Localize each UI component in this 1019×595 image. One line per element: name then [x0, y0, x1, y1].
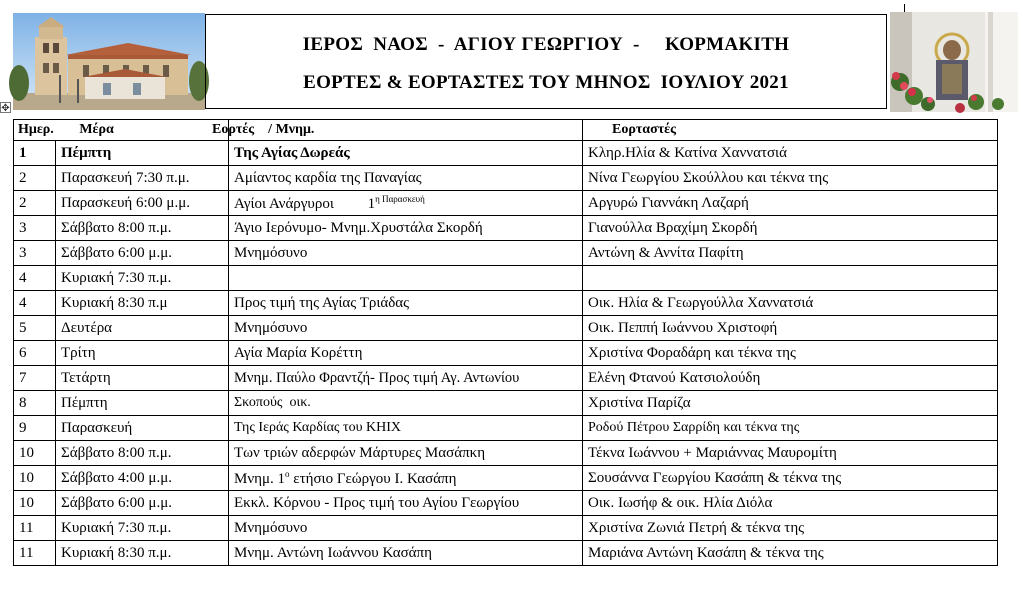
table-row: [14, 341, 998, 366]
cell-weekday: Παρασκευή 7:30 π.μ.: [56, 166, 229, 191]
feast-schedule-table: [13, 119, 998, 566]
table-row: [14, 266, 998, 291]
cell-celebrants: Αντώνη & Αννίτα Παφίτη: [583, 241, 998, 266]
cell-feast: Μνημ. Παύλο Φραντζή- Προς τιμή Αγ. Αντωνίου: [229, 366, 583, 391]
cell-celebrants: Οικ. Ηλία & Γεωργούλλα Χαννατσιά: [583, 291, 998, 316]
cell-day: 9: [14, 416, 56, 441]
cell-day: 6: [14, 341, 56, 366]
table-row: [14, 491, 998, 516]
cell-feast-post: ετήσιο Γεώργου Ι. Κασάπη: [289, 470, 457, 487]
cell-feast-note-sup: η Παρασκευή: [375, 193, 425, 204]
cell-weekday: Τρίτη: [56, 341, 229, 366]
cell-feast: Αγία Μαρία Κορέττη: [229, 341, 583, 366]
cell-weekday: Σάββατο 6:00 μ.μ.: [56, 241, 229, 266]
cell-day: 5: [14, 316, 56, 341]
cell-weekday: Σάββατο 8:00 π.μ.: [56, 216, 229, 241]
table-row: [14, 216, 998, 241]
cell-celebrants: Μαριάνα Αντώνη Κασάπη & τέκνα της: [583, 541, 998, 566]
table-row: [14, 366, 998, 391]
cell-day: 10: [14, 441, 56, 466]
saint-photo: [890, 12, 1018, 112]
cell-feast: Σκοπούς οικ.: [229, 391, 583, 416]
cell-day: 8: [14, 391, 56, 416]
header-celebrants: [583, 120, 998, 141]
cell-day: 10: [14, 491, 56, 516]
header-feast: [212, 120, 583, 141]
table-row: [14, 416, 998, 441]
cell-day: 2: [14, 166, 56, 191]
cell-weekday: Σάββατο 8:00 π.μ.: [56, 441, 229, 466]
header-weekday: Μέρα: [79, 122, 114, 137]
cell-celebrants: Χριστίνα Ζωνιά Πετρή & τέκνα της: [583, 516, 998, 541]
cell-feast-text: Αγίοι Ανάργυροι: [234, 195, 334, 212]
cell-weekday: Δευτέρα: [56, 316, 229, 341]
table-move-handle-icon[interactable]: ✥: [1, 103, 10, 114]
cell-day: 2: [14, 191, 56, 216]
cell-weekday: Σάββατο 6:00 μ.μ.: [56, 491, 229, 516]
cell-celebrants: Οικ. Πεππή Ιωάννου Χριστοφή: [583, 316, 998, 341]
cell-weekday: Κυριακή 7:30 π.μ.: [56, 516, 229, 541]
table-row: [14, 391, 998, 416]
month-title: ΕΟΡΤΕΣ & ΕΟΡΤΑΣΤΕΣ ΤΟΥ ΜΗΝΟΣ ΙΟΥΛΙΟΥ 2021: [303, 72, 789, 93]
cell-weekday: Παρασκευή: [56, 416, 229, 441]
table-row: [14, 441, 998, 466]
cell-feast: Αμίαντος καρδία της Παναγίας: [229, 166, 583, 191]
cell-celebrants: Νίνα Γεωργίου Σκούλλου και τέκνα της: [583, 166, 998, 191]
table-row: [14, 191, 998, 216]
table-row: [14, 241, 998, 266]
cell-celebrants: [583, 266, 998, 291]
header-day: Ημερ.: [18, 122, 54, 137]
cell-feast: Προς τιμή της Αγίας Τριάδας: [229, 291, 583, 316]
cell-feast: Μνημόσυνο: [229, 241, 583, 266]
table-row: [14, 466, 998, 491]
table-row: [14, 516, 998, 541]
cell-feast: Μνημόσυνο: [229, 516, 583, 541]
cell-celebrants: Οικ. Ιωσήφ & οικ. Ηλία Διόλα: [583, 491, 998, 516]
cell-feast: [229, 266, 583, 291]
cell-day: 7: [14, 366, 56, 391]
cell-day: 11: [14, 541, 56, 566]
cell-feast-note: 1: [367, 195, 376, 212]
cell-celebrants: Ροδού Πέτρου Σαρρίδη και τέκνα της: [583, 416, 998, 441]
table-row: [14, 541, 998, 566]
cell-day: 4: [14, 291, 56, 316]
cell-feast: [229, 466, 583, 491]
church-title: ΙΕΡΟΣ ΝΑΟΣ - ΑΓΙΟΥ ΓΕΩΡΓΙΟΥ - ΚΟΡΜΑΚΙΤΗ: [302, 34, 790, 55]
header-celebrants-label: Εορταστές: [612, 122, 677, 137]
cell-celebrants-text: Κληρ.Ηλία & Κατίνα Χαννατσιά: [588, 144, 787, 161]
table-row: [14, 291, 998, 316]
cell-celebrants: Γιανούλλα Βραχίμη Σκορδή: [583, 216, 998, 241]
cell-celebrants: Ελένη Φτανού Κατσιολούδη: [583, 366, 998, 391]
cell-celebrants: Χριστίνα Παρίζα: [583, 391, 998, 416]
cell-day: 1: [14, 141, 56, 166]
table-row: [14, 316, 998, 341]
cell-celebrants: Τέκνα Ιωάννου + Μαριάννας Μαυρομίτη: [583, 441, 998, 466]
cell-weekday: Σάββατο 4:00 μ.μ.: [56, 466, 229, 491]
cell-weekday: Παρασκευή 6:00 μ.μ.: [56, 191, 229, 216]
cell-feast: Εκκλ. Κόρνου - Προς τιμή του Αγίου Γεωργίου: [229, 491, 583, 516]
cell-weekday: Κυριακή 8:30 π.μ.: [56, 541, 229, 566]
cell-feast: Της Ιεράς Καρδίας του ΚΗΙΧ: [229, 416, 583, 441]
header-title-box: [205, 14, 887, 109]
header-day-weekday: [14, 120, 229, 141]
cell-feast: Μνημ. Αντώνη Ιωάννου Κασάπη: [229, 541, 583, 566]
table-row: [14, 141, 998, 166]
cell-feast: Άγιο Ιερόνυμο- Μνημ.Χρυστάλα Σκορδή: [229, 216, 583, 241]
cell-weekday: Πέμπτη: [56, 141, 229, 166]
cell-celebrants: Χριστίνα Φοραδάρη και τέκνα της: [583, 341, 998, 366]
cell-weekday: Κυριακή 8:30 π.μ: [56, 291, 229, 316]
cell-celebrants: Αργυρώ Γιαννάκη Λαζαρή: [583, 191, 998, 216]
cell-weekday: Τετάρτη: [56, 366, 229, 391]
cell-feast: Των τριών αδερφών Μάρτυρες Μασάπκη: [229, 441, 583, 466]
cell-feast: Της Αγίας Δωρεάς: [229, 141, 583, 166]
table-row: [14, 166, 998, 191]
cell-day: 4: [14, 266, 56, 291]
cell-weekday: Πέμπτη: [56, 391, 229, 416]
table-header-row: [14, 120, 998, 141]
cell-feast-pre: Μνημ. 1: [234, 470, 286, 487]
cell-celebrants: Σουσάννα Γεωργίου Κασάπη & τέκνα της: [583, 466, 998, 491]
cell-day: 3: [14, 241, 56, 266]
header-feast-label: Εορτές / Μνημ.: [212, 122, 315, 137]
cell-feast-sup: ο: [285, 468, 290, 479]
cell-feast: [229, 191, 583, 216]
cell-day: 3: [14, 216, 56, 241]
cell-feast: Μνημόσυνο: [229, 316, 583, 341]
cell-day: 10: [14, 466, 56, 491]
cell-celebrants: [583, 141, 998, 166]
church-photo: [13, 13, 205, 110]
cell-day: 11: [14, 516, 56, 541]
cell-weekday: Κυριακή 7:30 π.μ.: [56, 266, 229, 291]
